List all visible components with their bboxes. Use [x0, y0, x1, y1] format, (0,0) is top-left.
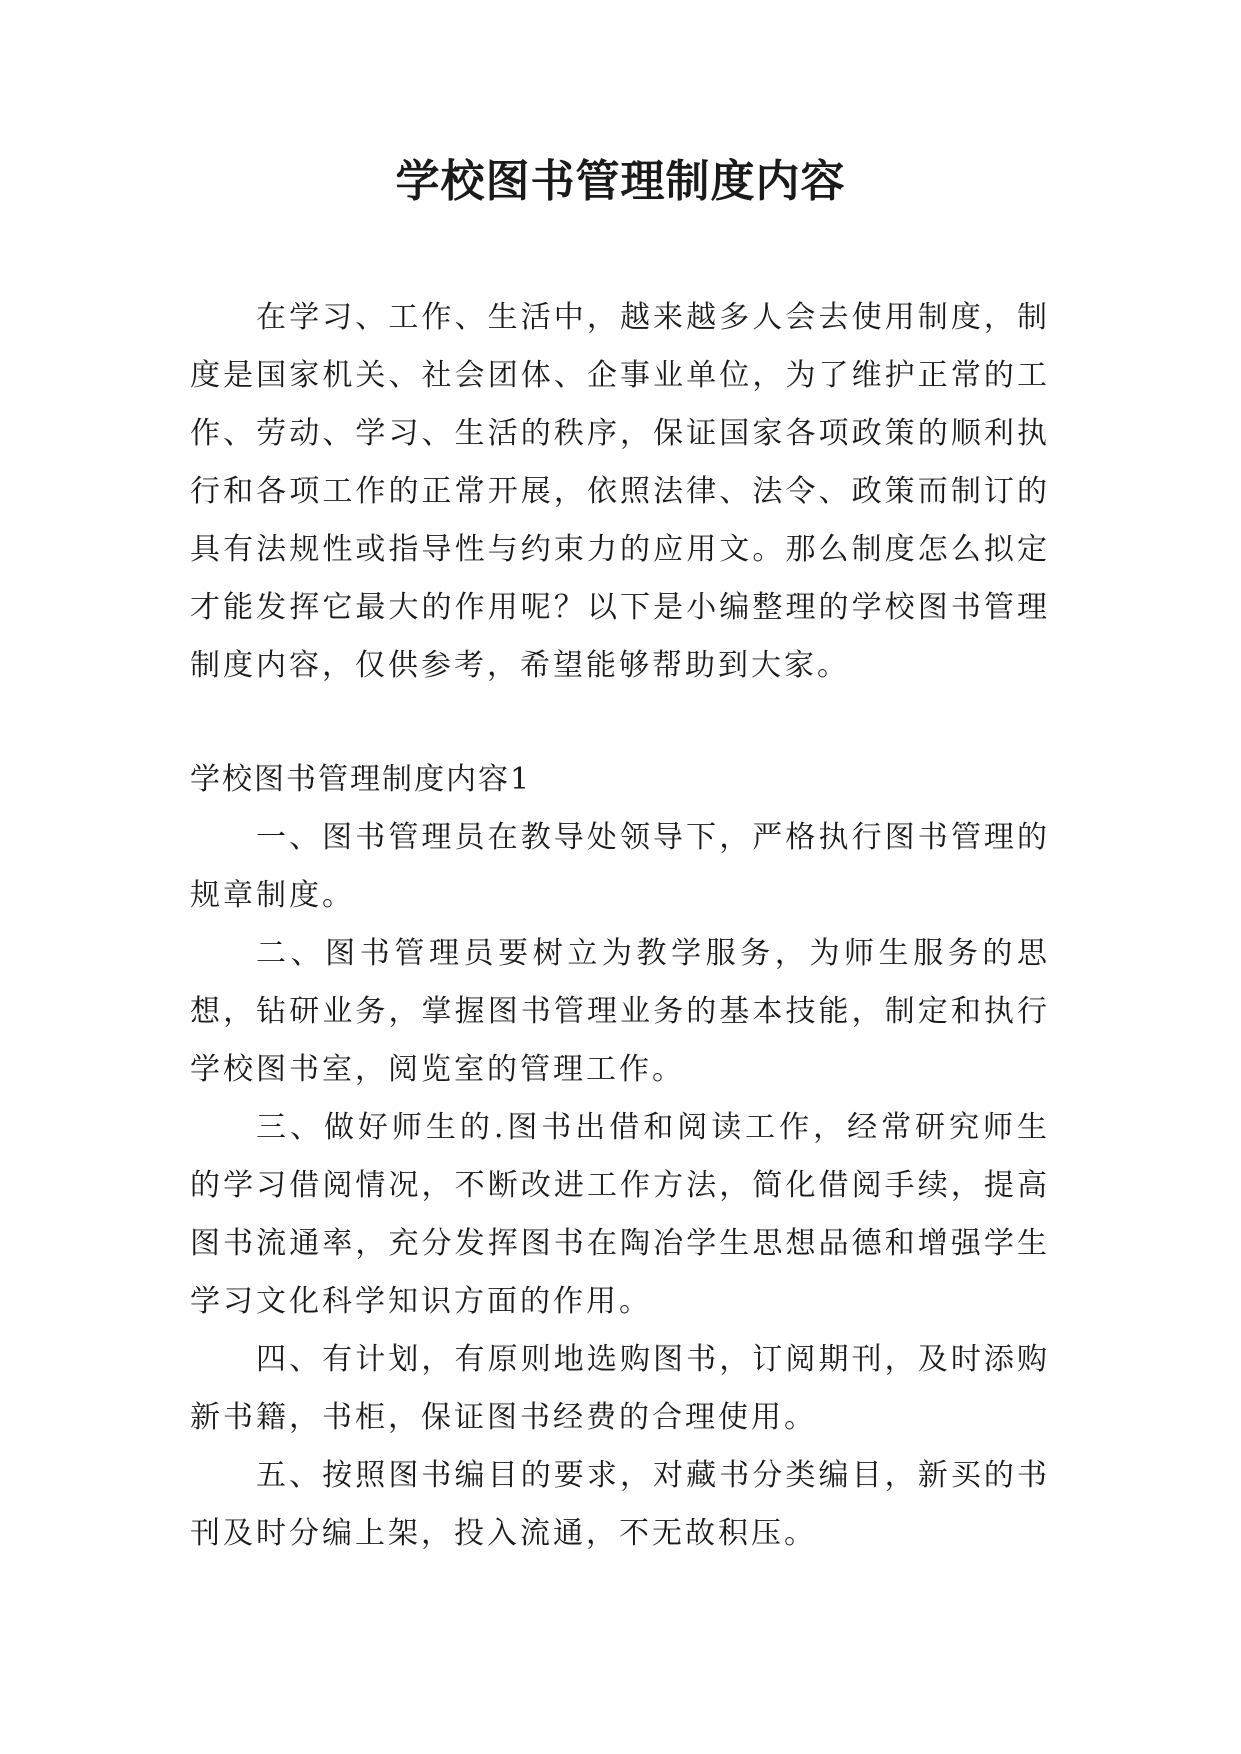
document-title: 学校图书管理制度内容: [395, 156, 846, 207]
regulation-item-5: 五、按照图书编目的要求，对藏书分类编目，新买的书刊及时分编上架，投入流通，不无故积压。: [190, 1458, 1050, 1551]
regulation-item-3: 三、做好师生的.图书出借和阅读工作，经常研究师生的学习借阅情况，不断改进工作方法，简化借阅手续，提高图书流通率，充分发挥图书在陶冶学生思想品德和增强学生学习文化科学知识方面的作用。: [190, 1110, 1050, 1319]
intro-paragraph: 在学习、工作、生活中，越来越多人会去使用制度，制度是国家机关、社会团体、企事业单位，为了维护正常的工作、劳动、学习、生活的秩序，保证国家各项政策的顺利执行和各项工作的正常开展，依照法律、法令、政策而制订的具有法规性或指导性与约束力的应用文。那么制度怎么拟定才能发挥它最大的作用呢？以下是小编整理的学校图书管理制度内容，仅供参考，希望能够帮助到大家。: [190, 300, 1050, 683]
regulation-list: [190, 809, 1050, 1563]
section-heading: 学校图书管理制度内容1: [190, 762, 532, 797]
regulation-item-1: 一、图书管理员在教导处领导下，严格执行图书管理的规章制度。: [190, 820, 1050, 913]
regulation-item-2: 二、图书管理员要树立为教学服务，为师生服务的思想，钻研业务，掌握图书管理业务的基本技能，制定和执行学校图书室，阅览室的管理工作。: [190, 936, 1050, 1087]
regulation-item-4: 四、有计划，有原则地选购图书，订阅期刊，及时添购新书籍，书柜，保证图书经费的合理使用。: [190, 1342, 1050, 1435]
